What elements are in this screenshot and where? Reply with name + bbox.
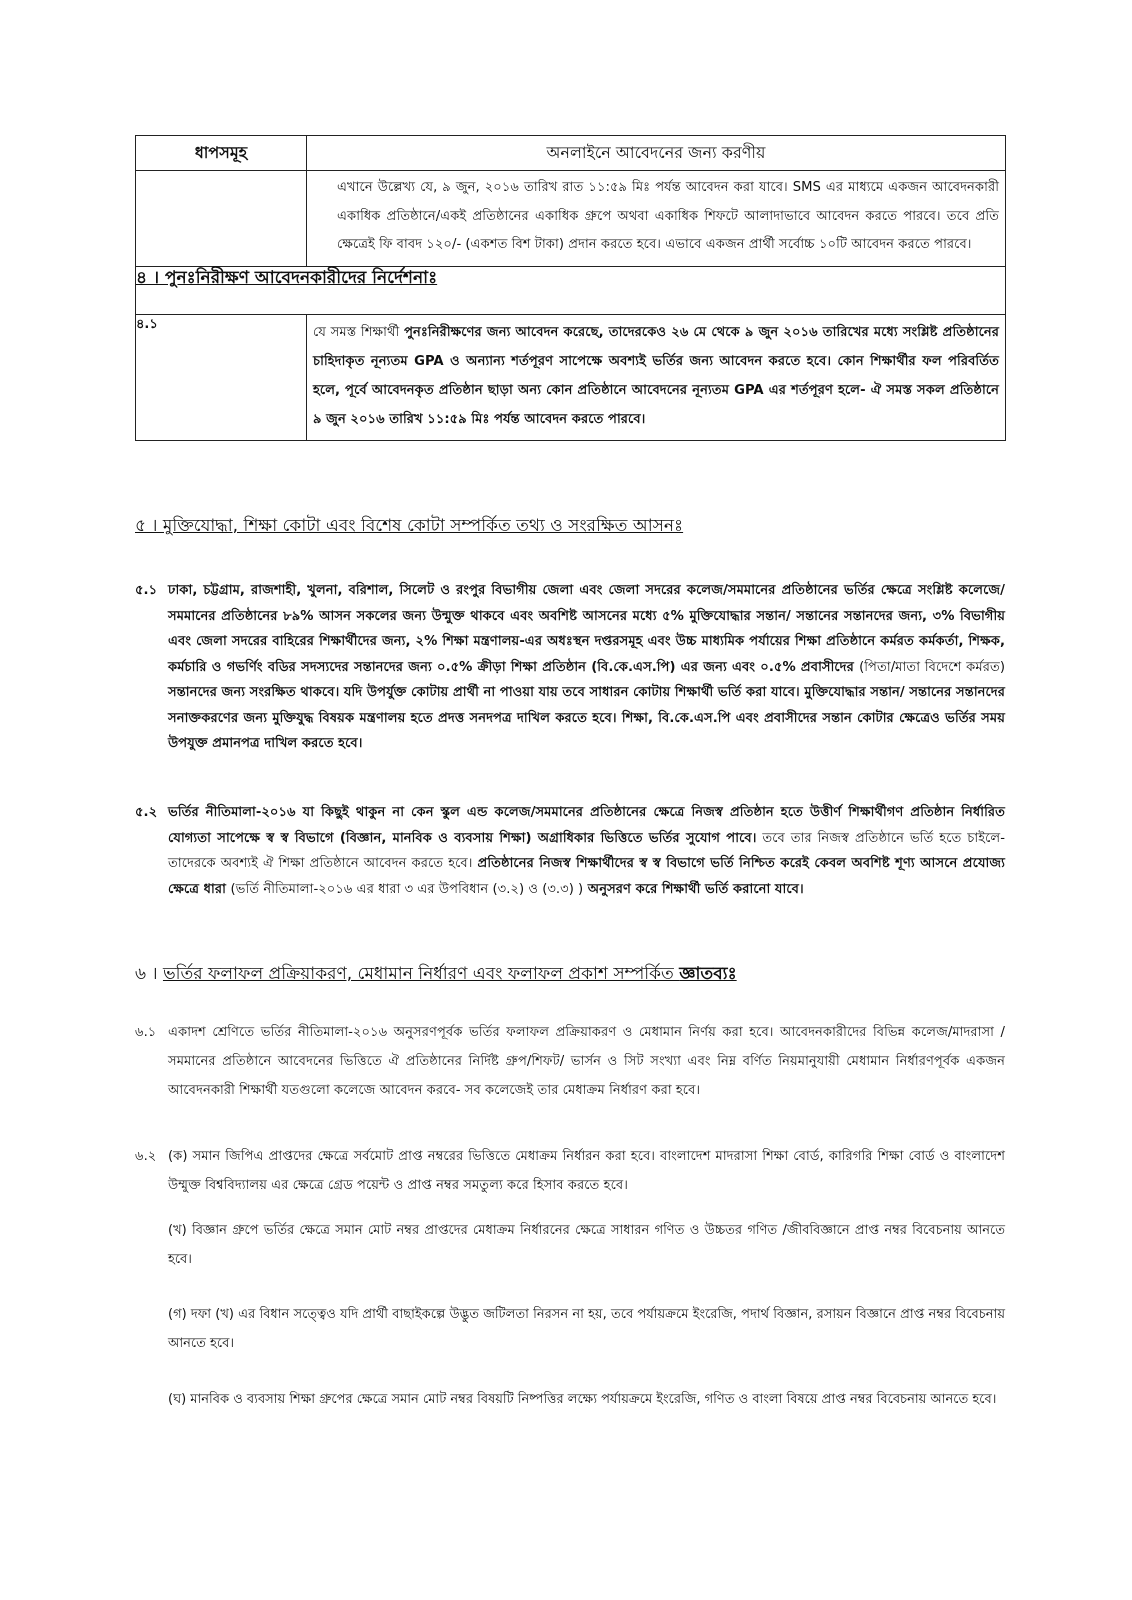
paragraph-5-1 (135, 578, 1005, 757)
header-steps: ধাপসমূহ (136, 136, 307, 171)
text-run: (ভর্তি নীতিমালা-২০১৬ এর ধারা ৩ এর উপবিধান (৩.২) ও (৩.৩) ) (230, 881, 584, 897)
text-run: ভর্তির নীতিমালা-২০১৬ যা কিছুই থাকুন না কেন স্কুল এন্ড কলেজ/সমমানের প্রতিষ্ঠানের ক্ষেত্রে নিজস্ব প্রতিষ্ঠান হতে উত্তীর্ণ শিক্ষার্থীগণ প্রতিষ্ঠান নির্ধারিত যোগ্যতা সাপেক্ষে স্ব স্ব বিভাগে (বিজ্ঞান, মানবিক ও ব্যবসায় শিক্ষা) অগ্রাধিকার ভিত্তিতে ভর্তির সুযোগ পাবে। (168, 805, 1005, 846)
text-run: তবে তার নিজস্ব প্রতিষ্ঠানে ভর্তি হতে চাইলে- তাদেরকে অবশ্যই ঐ শিক্ষা প্রতিষ্ঠানে আবেদন করতে হবে। (168, 830, 1005, 871)
clause-kha: (খ) বিজ্ঞান গ্রুপে ভর্তির ক্ষেত্রে সমান মোট নম্বর প্রাপ্তদের মেধাক্রম নির্ধারনের ক্ষেত্রে সাধারন গণিত ও উচ্চতর গণিত /জীববিজ্ঞানে প্রাপ্ত নম্বর বিবেচনায় আনতে হবে। (168, 1223, 1005, 1267)
paragraph-5-2 (135, 800, 1005, 902)
text-run: ভর্তির ফলাফল প্রক্রিয়াকরণ, মেধামান নির্ধারণ এবং ফলাফল প্রকাশ সম্পর্কিত (162, 964, 680, 984)
clause-gha: (ঘ) মানবিক ও ব্যবসায় শিক্ষা গ্রুপের ক্ষেত্রে সমান মোট নম্বর বিষয়টি নিষ্পত্তির লক্ষ্যে পর্যায়ক্রমে ইংরেজি, গণিত ও বাংলা বিষয়ে প্রাপ্ত নম্বর বিবেচনায় আনতে হবে। (168, 1392, 997, 1407)
row-41-body: পুনঃনিরীক্ষণের জন্য আবেদন করেছে, তাদেরকেও ২৬ মে থেকে ৯ জুন ২০১৬ তারিখের মধ্যে সংশ্লিষ্ট প্রতিষ্ঠানের চাহিদাকৃত নূন্যতম GPA ও অন্যান্য শর্তপূরণ সাপেক্ষে অবশ্যই ভর্তির জন্য আবেদন করতে হবে। কোন শিক্ষার্থীর ফল পরিবর্তিত হলে, পূর্বে আবেদনকৃত প্রতিষ্ঠান ছাড়া অন্য কোন প্রতিষ্ঠানে আবেদনের নূন্যতম GPA এর শর্তপূরণ হলে- ঐ সমস্ত সকল প্রতিষ্ঠানে ৯ জুন ২০১৬ তারিখ ১১:৫৯ মিঃ পর্যন্ত আবেদন করতে পারবে। (313, 324, 999, 427)
section6-number: ৬ । (135, 964, 163, 984)
section4-title: ৪ । পুনঃনিরীক্ষণ আবেদনকারীদের নির্দেশনাঃ (136, 267, 438, 288)
row-41-content (307, 314, 1006, 440)
paragraph-number: ৬.২ (135, 1149, 157, 1164)
row-sms-info (307, 171, 1006, 267)
text-run: ঢাকা, চট্টগ্রাম, রাজশাহী, খুলনা, বরিশাল, সিলেট ও রংপুর বিভাগীয় জেলা এবং জেলা সদরের কলেজ/সমমানের প্রতিষ্ঠানের ভর্তির ক্ষেত্রে সংশ্লিষ্ট কলেজে/ সমমানের প্রতিষ্ঠানের ৮৯% আসন সকলের জন্য উন্মুক্ত থাকবে এবং অবশিষ্ট আসনের মধ্যে ৫% মুক্তিযোদ্ধার সন্তান/ সন্তানের সন্তানদের জন্য, ৩% বিভাগীয় এবং জেলা সদরের বাহিরের শিক্ষার্থীদের জন্য, ২% শিক্ষা মন্ত্রণালয়-এর অধঃস্থন দপ্তরসমূহ এবং উচ্চ মাধ্যমিক পর্যায়ের শিক্ষা প্রতিষ্ঠানে কর্মরত কর্মকর্তা, শিক্ষক, কর্মচারি ও গভর্ণিং বডির সদস্যদের সন্তানদের জন্য ০.৫% ক্রীড়া শিক্ষা প্রতিষ্ঠান (বি.কে.এস.পি) এর জন্য এবং ০.৫% প্রবাসীদের (168, 583, 1005, 675)
paragraph-6-2-ka (135, 1142, 1005, 1200)
section4-title-row (136, 266, 1006, 314)
table-header-row (136, 136, 1006, 171)
paragraph-number: ৬.১ (135, 1025, 157, 1040)
paragraph-number: ৫.১ (135, 583, 158, 598)
paragraph-body (168, 578, 1005, 757)
text-run: জ্ঞাতব্যঃ (679, 964, 737, 984)
text-run: প্রতিষ্ঠানের নিজস্ব শিক্ষার্থীদের স্ব স্ব বিভাগে ভর্তি নিশ্চিত করেই কেবল অবশিষ্ট শূণ্য আসনে প্রযোজ্য ক্ষেত্রে ধারা (168, 856, 1005, 897)
section6-heading (135, 963, 737, 985)
sms-info-text: এখানে উল্লেখ্য যে, ৯ জুন, ২০১৬ তারিখ রাত ১১:৫৯ মিঃ পর্যন্ত আবেদন করা যাবে। SMS এর মাধ্যমে একজন আবেদনকারী একাধিক প্রতিষ্ঠানে/একই প্রতিষ্ঠানের একাধিক গ্রুপে অথবা একাধিক শিফটে আলাদাভাবে আবেদন করতে পারবে। তবে প্রতি ক্ষেত্রেই ফি বাবদ ১২০/- (একশত বিশ টাকা) প্রদান করতে হবে। এভাবে একজন প্রার্থী সর্বোচ্চ ১০টি আবেদন করতে পারবে। (337, 180, 999, 252)
paragraph-number: ৫.২ (135, 805, 158, 820)
section5-heading-text: ৫ । মুক্তিযোদ্ধা, শিক্ষা কোটা এবং বিশেষ কোটা সম্পর্কিত তথ্য ও সংরক্ষিত আসনঃ (135, 516, 684, 536)
row-41-text (307, 315, 1005, 440)
text-run: (পিতা/মাতা বিদেশে কর্মরত) (859, 659, 1005, 675)
paragraph-body (168, 800, 1005, 902)
section5-heading (135, 515, 683, 537)
clause-ka: (ক) সমান জিপিএ প্রাপ্তদের ক্ষেত্রে সর্বমোট প্রাপ্ত নম্বরের ভিত্তিতে মেধাক্রম নির্ধারন করা হবে। বাংলাদেশ মাদরাসা শিক্ষা বোর্ড, কারিগরি শিক্ষা বোর্ড ও বাংলাদেশ উম্মুক্ত বিশ্ববিদ্যালয় এর ক্ষেত্রে গ্রেড পয়েন্ট ও প্রাপ্ত নম্বর সমতুল্য করে হিসাব করতে হবে। (168, 1149, 1005, 1193)
header-online-actions: অনলাইনে আবেদনের জন্য করণীয় (307, 136, 1006, 171)
steps-table (135, 135, 1006, 441)
empty-step-cell (136, 171, 307, 267)
clause-ga: (গ) দফা (খ) এর বিধান সত্ত্বেও যদি প্রার্থী বাছাইকল্পে উদ্ভুত জটিলতা নিরসন না হয়, তবে পর্যায়ক্রমে ইংরেজি, পদার্থ বিজ্ঞান, রসায়ন বিজ্ঞানে প্রাপ্ত নম্বর বিবেচনায় আনতে হবে। (168, 1307, 1005, 1351)
row-41-lead: যে সমস্ত শিক্ষার্থী (313, 324, 405, 340)
table-row (136, 314, 1006, 440)
row-number: ৪.১ (136, 314, 307, 440)
text-run: সন্তানদের জন্য সংরক্ষিত থাকবে। যদি উপর্যুক্ত কোটায় প্রার্থী না পাওয়া যায় তবে সাধারন কোটায় শিক্ষার্থী ভর্তি করা যাবে। মুক্তিযোদ্ধার সন্তান/ সন্তানের সন্তানদের সনাক্তকরণের জন্য মুক্তিযুদ্ধ বিষয়ক মন্ত্রণালয় হতে প্রদত্ত সনদপত্র দাখিল করতে হবে। শিক্ষা, বি.কে.এস.পি এবং প্রবাসীদের সন্তান কোটার ক্ষেত্রেও ভর্তির সময় উপযুক্ত প্রমানপত্র দাখিল করতে হবে। (168, 685, 1005, 751)
paragraph-body: একাদশ শ্রেণিতে ভর্তির নীতিমালা-২০১৬ অনুসরণপূর্বক ভর্তির ফলাফল প্রক্রিয়াকরণ ও মেধামান নির্ণয় করা হবে। আবেদনকারীদের বিভিন্ন কলেজ/মাদরাসা /সমমানের প্রতিষ্ঠানে আবেদনের ভিত্তিতে ঐ প্রতিষ্ঠানের নির্দিষ্ট গ্রুপ/শিফট/ ভার্সন ও সিট সংখ্যা এবং নিম্ন বর্ণিত নিয়মানুযায়ী মেধামান নির্ধারণপূর্বক একজন আবেদনকারী শিক্ষার্থী যতগুলো কলেজে আবেদন করবে- সব কলেজেই তার মেধাক্রম নির্ধারণ করা হবে। (168, 1025, 1005, 1098)
section6-heading-underlined (163, 964, 737, 984)
text-run: অনুসরণ করে শিক্ষার্থী ভর্তি করানো যাবে। (583, 881, 804, 897)
table-row (136, 171, 1006, 267)
paragraph-6-1 (135, 1018, 1005, 1105)
